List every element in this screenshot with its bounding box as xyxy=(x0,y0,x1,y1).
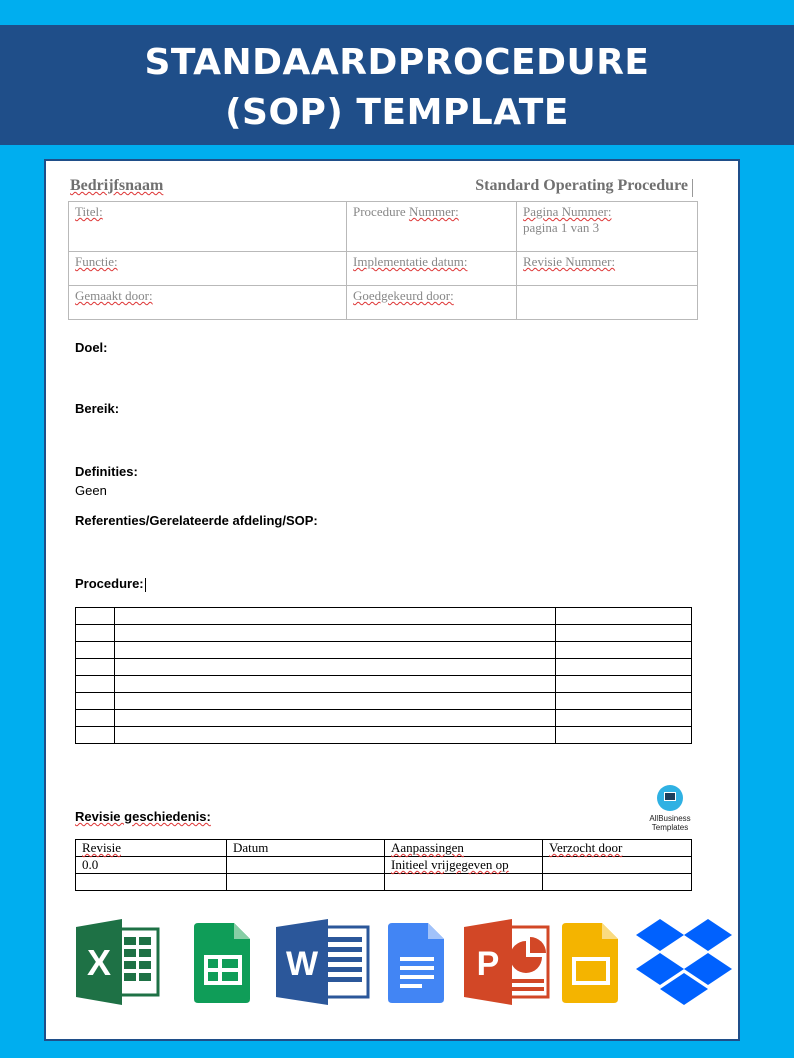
titel-label: Titel: xyxy=(75,204,103,219)
table-row xyxy=(76,676,692,693)
allbusiness-logo: AllBusiness Templates xyxy=(642,785,698,832)
svg-text:P: P xyxy=(476,945,500,983)
banner-title-line1: STANDAARDPROCEDURE xyxy=(144,42,650,83)
goedgekeurd-cell xyxy=(347,286,517,320)
rev-cell xyxy=(227,874,385,891)
definities-value: Geen xyxy=(75,483,107,498)
rev-cell xyxy=(227,857,385,874)
rev-header-datum: Datum xyxy=(227,840,385,857)
header-divider xyxy=(692,179,693,197)
google-slides-icon[interactable] xyxy=(560,919,622,1005)
empty-cell xyxy=(517,286,698,320)
bereik-heading: Bereik: xyxy=(75,401,120,416)
implementatie-cell xyxy=(347,252,517,286)
rev-cell xyxy=(543,874,692,891)
pagina-nummer-label: Pagina Nummer: xyxy=(523,204,612,219)
implementatie-label: Implementatie datum: xyxy=(353,254,468,269)
rev-cell xyxy=(543,857,692,874)
dropbox-icon[interactable] xyxy=(636,919,732,1005)
table-row xyxy=(76,693,692,710)
laptop-icon xyxy=(657,785,683,811)
goedgekeurd-label: Goedgekeurd door: xyxy=(353,288,454,303)
table-row xyxy=(76,710,692,727)
procedure-nummer-label: Nummer: xyxy=(408,204,459,219)
info-table xyxy=(68,201,698,320)
google-sheets-icon[interactable] xyxy=(192,919,254,1005)
table-row xyxy=(76,642,692,659)
titel-cell xyxy=(69,202,347,252)
procedure-nummer-cell: Procedure Nummer: xyxy=(347,202,517,252)
rev-cell xyxy=(385,874,543,891)
word-icon[interactable] xyxy=(276,919,370,1005)
banner-title-line2: (SOP) TEMPLATE xyxy=(225,92,569,133)
pagina-cell xyxy=(517,202,698,252)
rev-header-revisie: Revisie xyxy=(76,840,227,857)
svg-text:W: W xyxy=(285,945,319,983)
table-row xyxy=(76,659,692,676)
rev-cell: Initieel vrijgegeven op xyxy=(385,857,543,874)
text-cursor xyxy=(145,578,146,592)
table-row xyxy=(76,874,692,891)
rev-cell: 0.0 xyxy=(76,857,227,874)
rev-cell xyxy=(76,874,227,891)
table-row xyxy=(76,857,692,874)
google-docs-icon[interactable] xyxy=(386,919,448,1005)
revisie-nummer-cell xyxy=(517,252,698,286)
revisie-nummer-label: Revisie Nummer: xyxy=(523,254,616,269)
rev-header-aanpassingen: Aanpassingen xyxy=(385,840,543,857)
banner xyxy=(0,25,794,145)
document-type: Standard Operating Procedure xyxy=(475,177,688,194)
excel-icon[interactable] xyxy=(76,919,160,1005)
gemaakt-label: Gemaakt door: xyxy=(75,288,153,303)
powerpoint-icon[interactable] xyxy=(464,919,550,1005)
procedure-heading: Procedure: xyxy=(75,576,144,591)
revisie-heading: Revisie geschiedenis: xyxy=(75,809,211,824)
procedure-table xyxy=(75,607,692,744)
table-row xyxy=(76,608,692,625)
doel-heading: Doel: xyxy=(75,340,108,355)
functie-label: Functie: xyxy=(75,254,118,269)
table-row xyxy=(76,727,692,744)
functie-cell xyxy=(69,252,347,286)
gemaakt-cell xyxy=(69,286,347,320)
svg-text:X: X xyxy=(86,942,112,983)
revision-table xyxy=(75,839,692,891)
referenties-heading: Referenties/Gerelateerde afdeling/SOP: xyxy=(75,513,318,528)
document-preview xyxy=(44,159,740,1041)
definities-heading: Definities: xyxy=(75,464,138,479)
rev-header-verzocht: Verzocht door xyxy=(543,840,692,857)
company-name: Bedrijfsnaam xyxy=(70,177,164,194)
table-row xyxy=(76,840,692,857)
pagina-value: pagina 1 van 3 xyxy=(523,220,600,235)
app-icons-row xyxy=(76,919,732,1009)
table-row xyxy=(76,625,692,642)
